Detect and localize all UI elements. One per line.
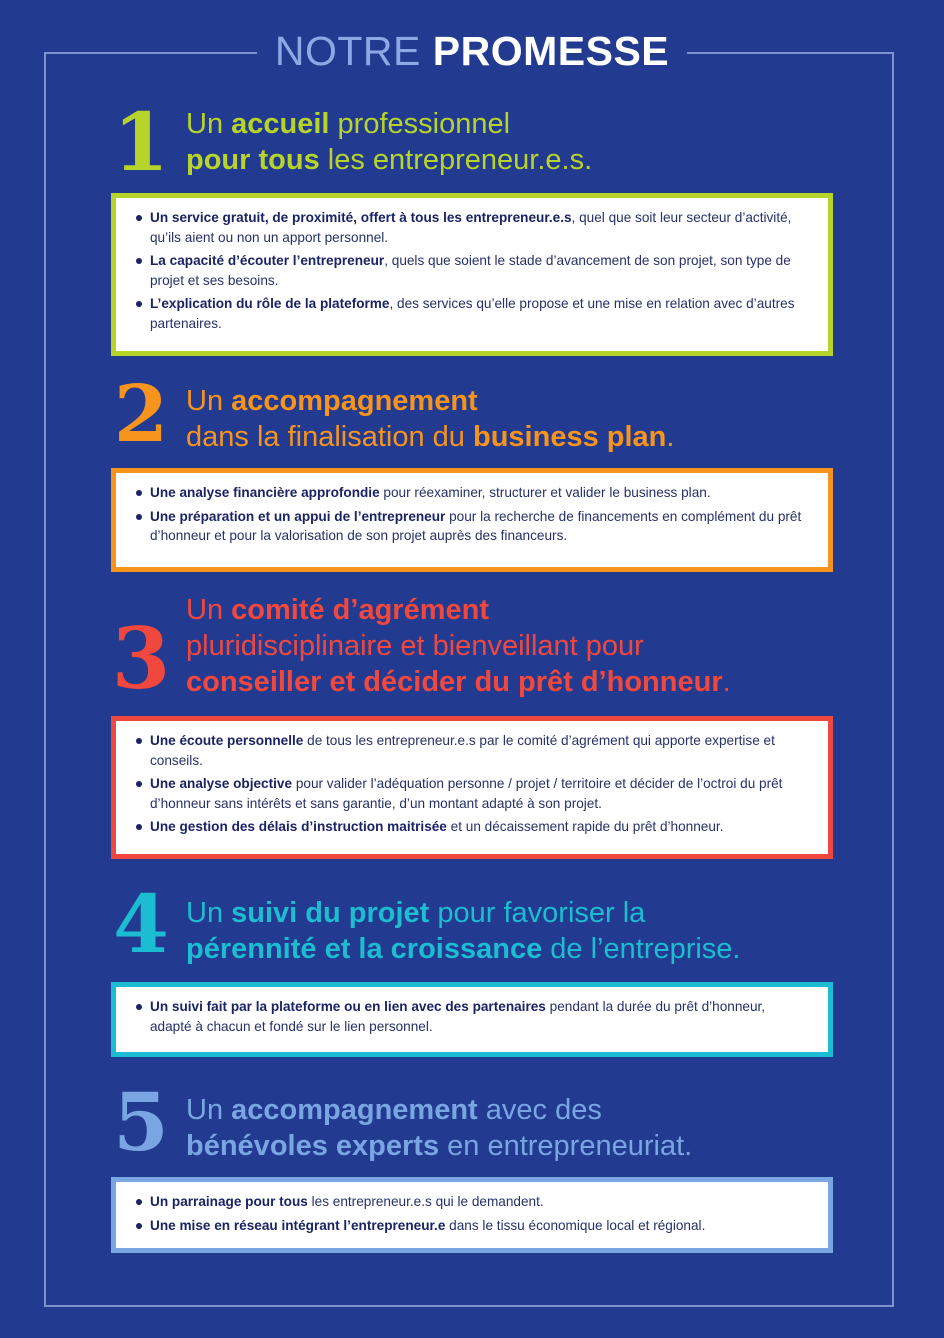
bold-text: suivi du projet [231, 897, 430, 929]
text-run: pour valider l’adéquation personne / projet / territoire et décider de l’octroi du prêt d’honneur sans intérêts et sans garantie, d’un montant adapté à son projet. [150, 776, 783, 811]
bullet-item [150, 774, 806, 813]
bold-text: Une analyse financière approfondie [150, 485, 380, 500]
bold-text: Une écoute personnelle [150, 733, 304, 748]
title-part-2: PROMESSE [432, 28, 670, 74]
text-run: professionnel [329, 108, 511, 140]
text-run: les entrepreneur.e.s. [319, 144, 593, 176]
text-run: Un [186, 108, 232, 140]
bullet-list-4 [150, 997, 806, 1036]
section-number-4: 4 [113, 877, 169, 971]
text-run: et un décaissement rapide du prêt d’honneur. [446, 819, 724, 834]
bullet-item [150, 1216, 806, 1236]
section-box-2 [111, 468, 833, 572]
text-run: pluridisciplinaire et bienveillant pour [186, 630, 644, 662]
section-box-1 [111, 193, 833, 356]
bold-text: accompagnement [231, 385, 478, 417]
text-run: avec des [477, 1094, 602, 1126]
text-run: . [666, 421, 675, 453]
bold-text: bénévoles experts [186, 1130, 440, 1162]
bold-text: pérennité et la croissance [186, 933, 543, 965]
text-run: , quels que soient le stade d’avancement de son projet, son type de projet et ses besoins. [150, 253, 791, 288]
page-title [0, 28, 944, 75]
text-run: pour réexaminer, structurer et valider le business plan. [379, 485, 711, 500]
bullet-list-1 [150, 208, 806, 333]
text-run: les entrepreneur.e.s qui le demandent. [307, 1194, 544, 1209]
bullet-item [150, 1192, 806, 1212]
text-run: , quel que soit leur secteur d’activité, qu’ils aient ou non un apport personnel. [150, 210, 792, 245]
section-box-4 [111, 982, 833, 1057]
text-run: pendant la durée du prêt d’honneur, adapté à chacun et fondé sur le lien personnel. [150, 999, 766, 1034]
section-box-5 [111, 1177, 833, 1253]
text-run: Un [186, 897, 232, 929]
bold-text: accueil [231, 108, 330, 140]
bold-text: Un service gratuit, de proximité, offert à tous les entrepreneur.e.s [150, 210, 572, 225]
section-number-2: 2 [113, 369, 169, 460]
bullet-item [150, 483, 806, 503]
text-run: de l’entreprise. [542, 933, 741, 965]
section-heading-4 [186, 895, 886, 967]
bullet-item [150, 997, 806, 1036]
text-run: pour la recherche de financements en complément du prêt d’honneur et pour la valorisation de son projet auprès des financeurs. [150, 508, 802, 543]
section-number-3: 3 [111, 609, 171, 708]
section-box-3 [111, 716, 833, 859]
text-run: dans la finalisation du [186, 421, 473, 453]
bullet-item [150, 731, 806, 770]
section-heading-3 [186, 592, 886, 700]
bullet-item [150, 294, 806, 333]
section-number-5: 5 [113, 1075, 169, 1169]
text-run: de tous les entrepreneur.e.s par le comité d’agrément qui apporte expertise et conseils. [150, 733, 775, 768]
bullet-item [150, 251, 806, 290]
bold-text: business plan [472, 421, 667, 453]
bold-text: Une gestion des délais d’instruction maitrisée [150, 819, 447, 834]
text-run: Un [186, 385, 232, 417]
text-run: . [722, 666, 731, 698]
bullet-item [150, 507, 806, 546]
text-run: en entrepreneuriat. [439, 1130, 693, 1162]
bold-text: Un parrainage pour tous [150, 1194, 308, 1209]
bold-text: comité d’agrément [231, 594, 489, 626]
text-run: dans le tissu économique local et régional. [445, 1217, 706, 1233]
bold-text: pour tous [186, 144, 320, 176]
text-run: Un [186, 594, 232, 626]
section-number-1: 1 [113, 95, 169, 189]
bullet-list-5 [150, 1192, 806, 1235]
bold-text: Une préparation et un appui de l’entrepreneur [150, 508, 446, 524]
bold-text: accompagnement [231, 1094, 478, 1126]
bullet-list-2 [150, 483, 806, 546]
text-run: pour favoriser la [429, 897, 646, 929]
bullet-item [150, 817, 806, 837]
section-heading-2 [186, 383, 886, 455]
bold-text: L’explication du rôle de la plateforme [150, 296, 390, 311]
bold-text: Une mise en réseau intégrant l’entrepreneur.e [150, 1217, 446, 1233]
bold-text: Un suivi fait par la plateforme ou en lien avec des partenaires [150, 999, 546, 1014]
bold-text: Une analyse objective [150, 776, 293, 791]
section-heading-1 [186, 106, 886, 178]
text-run: , des services qu’elle propose et une mise en relation avec d’autres partenaires. [150, 296, 795, 331]
bold-text: La capacité d’écouter l’entrepreneur [150, 253, 385, 268]
title-part-1: NOTRE [274, 28, 421, 74]
bullet-list-3 [150, 731, 806, 837]
text-run: Un [186, 1094, 232, 1126]
bold-text: conseiller et décider du prêt d’honneur [186, 666, 723, 698]
section-heading-5 [186, 1092, 886, 1164]
bullet-item [150, 208, 806, 247]
